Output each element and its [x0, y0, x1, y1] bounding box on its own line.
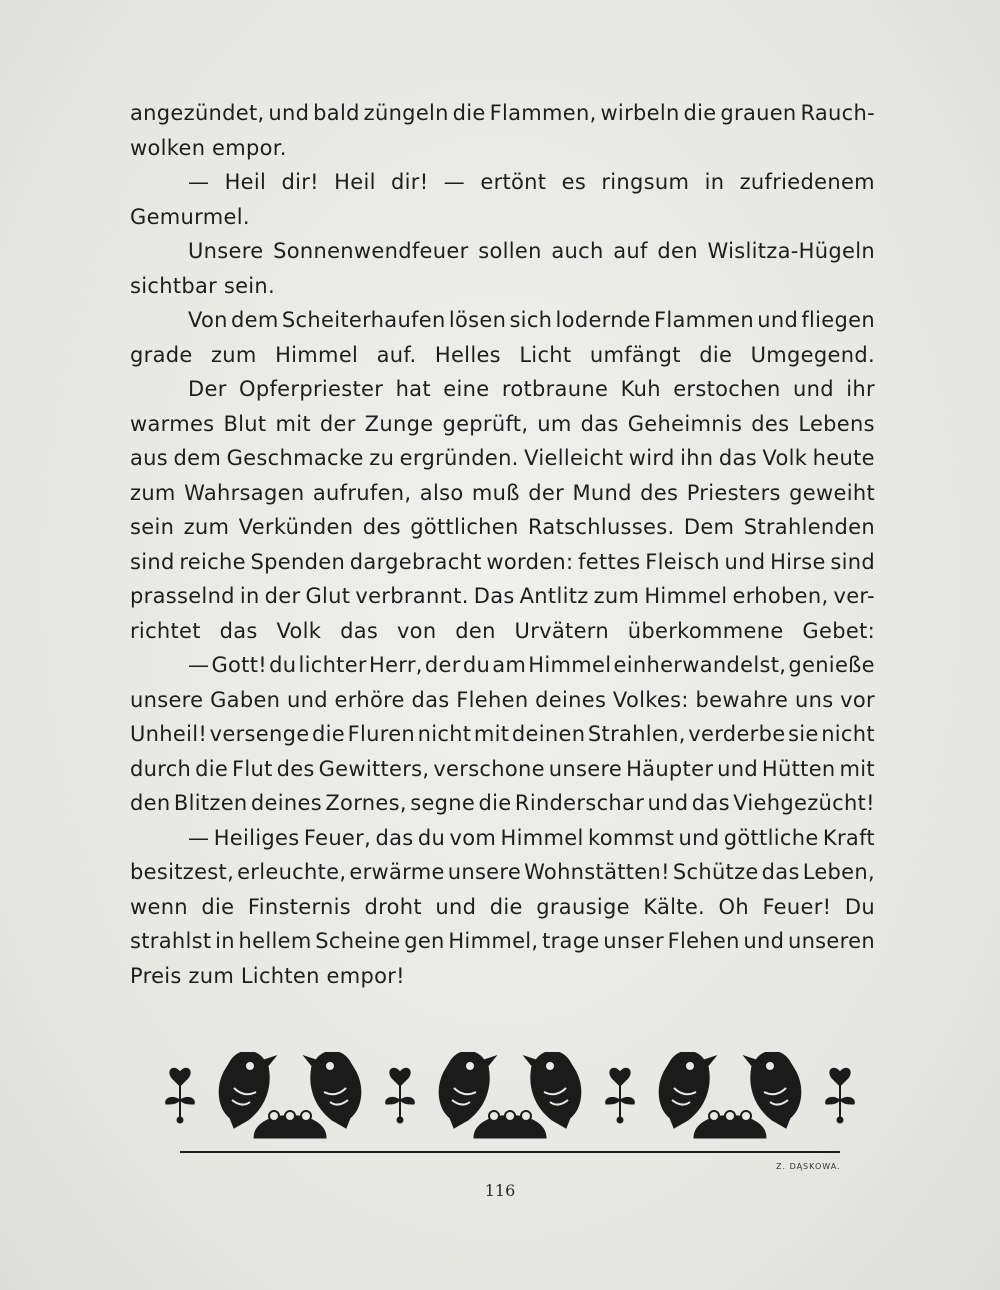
bird-eye — [466, 1062, 474, 1070]
word: dir! — [391, 170, 429, 194]
word: dem — [173, 446, 222, 470]
word: worden: — [486, 549, 574, 574]
word: Blut — [223, 411, 267, 436]
word: Herr, — [369, 653, 423, 677]
cluster-blossom — [505, 1111, 515, 1121]
word: Glut — [305, 584, 351, 608]
word: Lichten — [240, 963, 320, 988]
word: hat — [395, 377, 431, 401]
leaf-icon — [386, 1097, 400, 1104]
word: unsere — [130, 687, 204, 712]
heart-flower-icon — [830, 1068, 850, 1086]
word: genieße — [788, 653, 875, 677]
word: züngeln — [363, 101, 449, 125]
word: das — [691, 791, 730, 815]
word: kommst — [587, 825, 675, 850]
word: die — [312, 722, 346, 746]
word: das — [219, 618, 258, 643]
word: — — [188, 170, 210, 194]
cluster-blossom — [301, 1111, 311, 1121]
heart-flower-icon — [610, 1068, 630, 1086]
word: den — [657, 239, 698, 263]
cluster-blossom — [741, 1111, 751, 1121]
text-line — [130, 476, 875, 511]
text-line — [130, 924, 875, 959]
word: Licht — [519, 342, 572, 367]
word: erhoben, — [732, 584, 829, 608]
word: und — [268, 101, 310, 125]
word: es — [561, 170, 587, 194]
word: die — [478, 791, 512, 815]
word: Gott! — [211, 653, 267, 677]
word: und — [743, 929, 785, 953]
bird-eye — [546, 1062, 554, 1070]
word: angezündet, — [130, 101, 265, 125]
cluster-blossom — [269, 1111, 279, 1121]
word: Flut — [231, 756, 273, 781]
word: um — [537, 411, 572, 436]
cluster-blossom — [709, 1111, 719, 1121]
word: du — [462, 653, 491, 677]
word: zufriedenem — [739, 170, 875, 194]
cluster-blossom — [285, 1111, 295, 1121]
word: lichter — [298, 653, 367, 677]
word: dir! — [281, 170, 319, 194]
word: Volkes: — [612, 687, 689, 712]
word: mit — [839, 756, 875, 781]
word: bewahre — [695, 687, 789, 712]
word: Heil — [334, 170, 376, 194]
word: und — [717, 756, 759, 781]
word: göttlichen — [410, 515, 519, 539]
word: zum — [210, 342, 257, 367]
word: sind — [130, 549, 175, 574]
word: göttliche — [723, 825, 819, 850]
word: Kuh — [620, 377, 661, 401]
word: gen — [404, 929, 445, 953]
word: erhöre — [334, 687, 405, 712]
word: erwärme — [349, 860, 445, 884]
word: Himmel — [275, 342, 359, 367]
text-line — [130, 579, 875, 614]
word: Zornes, — [325, 791, 407, 815]
word: deines — [535, 687, 607, 712]
word: Helles — [434, 342, 501, 367]
word: Verkünden — [238, 515, 354, 539]
word: mit — [473, 722, 510, 746]
text-line — [130, 96, 875, 131]
word: heute — [812, 446, 875, 470]
word: sein — [130, 515, 175, 539]
word: Vielleicht — [524, 446, 624, 470]
word: Scheine — [315, 929, 401, 953]
word: Flammen — [653, 308, 754, 332]
text-line — [130, 441, 875, 476]
word: Wislitza-Hügeln — [707, 239, 875, 263]
word: Oh — [718, 894, 749, 919]
word: geprüft, — [442, 411, 529, 436]
word: Von — [188, 308, 228, 332]
word: nicht — [821, 722, 875, 746]
word: sichtbar — [130, 273, 218, 298]
word: sein. — [223, 273, 276, 298]
word: Hütten — [761, 756, 836, 781]
word: Heil — [224, 170, 267, 194]
word: die — [452, 101, 486, 125]
word: in — [704, 170, 725, 194]
word: Geheimnis — [627, 411, 743, 436]
word: also — [419, 480, 464, 505]
flower-bud — [617, 1117, 623, 1123]
word: Rauch- — [800, 101, 875, 125]
word: und — [286, 687, 328, 712]
word: Lebens — [798, 411, 875, 436]
word: zu — [369, 446, 395, 470]
text-line — [130, 821, 875, 856]
text-line — [130, 338, 875, 373]
word: verderbe — [688, 722, 786, 746]
word: du — [269, 653, 297, 677]
body-text — [130, 96, 875, 993]
word: sind — [830, 549, 875, 574]
word: eine — [443, 377, 490, 401]
word: droht — [364, 894, 422, 919]
cluster-blossom — [725, 1111, 735, 1121]
text-line — [130, 614, 875, 649]
word: ihn — [680, 446, 714, 470]
text-line — [130, 510, 875, 545]
word: rotbraune — [501, 377, 609, 401]
page-number: 116 — [484, 1181, 516, 1200]
word: fettes — [578, 549, 641, 574]
word: ringsum — [601, 170, 690, 194]
word: das — [761, 860, 800, 884]
word: zum — [593, 584, 640, 608]
word: sollen — [478, 239, 542, 263]
text-line — [130, 648, 875, 683]
word: zum — [188, 963, 235, 988]
word: in — [239, 584, 260, 608]
word: der — [424, 653, 461, 677]
word: hellem — [238, 929, 312, 953]
word: des — [640, 480, 679, 505]
word: ertönt — [480, 170, 547, 194]
word: warmes — [130, 411, 215, 436]
word: bald — [313, 101, 360, 125]
leaf-icon — [620, 1097, 634, 1104]
heart-flower-icon — [390, 1068, 410, 1086]
word: Geschmacke — [226, 446, 364, 470]
flower-bud — [397, 1117, 403, 1123]
text-line — [130, 234, 875, 269]
word: Häupter — [626, 756, 714, 781]
text-line — [130, 683, 875, 718]
word: dem — [231, 308, 279, 332]
word: dargebracht — [349, 549, 482, 574]
word: Zunge — [364, 411, 434, 436]
text-line — [130, 407, 875, 442]
word: lösen — [448, 308, 507, 332]
word: Himmel — [644, 584, 728, 608]
word: Strahlen, — [587, 722, 686, 746]
bird-eye — [326, 1062, 334, 1070]
word: richtet — [130, 618, 201, 643]
word: Fleisch — [645, 549, 720, 574]
text-line — [130, 545, 875, 580]
word: das — [375, 825, 414, 850]
word: Gemurmel. — [130, 204, 250, 229]
word: segne — [410, 791, 476, 815]
word: — — [443, 170, 466, 194]
word: uns — [794, 687, 834, 712]
flower-bud — [177, 1117, 183, 1123]
bird-eye — [686, 1062, 694, 1070]
word: ihr — [846, 377, 875, 401]
word: die — [489, 894, 523, 919]
word: Wohnstätten! — [524, 860, 670, 884]
leaf-icon — [400, 1097, 414, 1104]
word: verschone — [433, 756, 545, 781]
word: vom — [449, 825, 497, 850]
word: grade — [130, 342, 193, 367]
word: auf — [613, 239, 648, 263]
word: empor. — [212, 135, 287, 160]
word: deinen — [511, 722, 586, 746]
word: Flehen — [456, 687, 529, 712]
word: Blitzen — [173, 791, 248, 815]
word: aufrufen, — [312, 480, 412, 505]
word: Unheil! — [130, 722, 208, 746]
word: in — [215, 929, 235, 953]
word: Flehen — [667, 929, 740, 953]
word: das — [718, 446, 757, 470]
word: nicht — [417, 722, 472, 746]
word: die — [683, 101, 717, 125]
word: Scheiterhaufen — [281, 308, 446, 332]
cluster-blossom — [521, 1111, 531, 1121]
word: versenge — [209, 722, 310, 746]
text-line — [130, 959, 875, 994]
word: wolken — [130, 135, 206, 160]
word: Volk — [762, 446, 808, 470]
heart-flower-icon — [170, 1068, 190, 1086]
text-line — [130, 752, 875, 787]
word: trage — [542, 929, 600, 953]
word: die — [195, 756, 229, 781]
word: Fluren — [347, 722, 416, 746]
word: prasselnd — [130, 584, 235, 608]
bird-eye — [246, 1062, 254, 1070]
word: erleuchte, — [237, 860, 347, 884]
word: wird — [628, 446, 675, 470]
leaf-icon — [826, 1097, 840, 1104]
text-line — [130, 269, 875, 304]
word: zum — [130, 480, 176, 505]
leaf-icon — [180, 1097, 194, 1104]
word: des — [751, 411, 790, 436]
word: geweiht — [789, 480, 875, 505]
text-line — [130, 890, 875, 925]
cluster-blossom — [489, 1111, 499, 1121]
word: du — [417, 825, 446, 850]
word: mit — [275, 411, 311, 436]
word: Heiliges — [213, 825, 300, 850]
word: Urvätern — [514, 618, 609, 643]
word: das — [340, 618, 379, 643]
word: erstochen — [673, 377, 781, 401]
word: die — [201, 894, 235, 919]
word: Rinderschar — [514, 791, 645, 815]
word: Feuer, — [303, 825, 372, 850]
word: und — [757, 308, 799, 332]
word: Spenden — [250, 549, 346, 574]
word: Wahrsagen — [184, 480, 305, 505]
word: Der — [188, 377, 227, 401]
word: Schütze — [672, 860, 759, 884]
word: und — [724, 549, 766, 574]
word: aus — [130, 446, 169, 470]
word: grausige — [536, 894, 630, 919]
word: Himmel, — [448, 929, 539, 953]
word: durch — [130, 756, 192, 781]
word: Gebet: — [802, 618, 875, 643]
word: fliegen — [801, 308, 875, 332]
word: Himmel — [500, 825, 584, 850]
word: überkommene — [627, 618, 784, 643]
word: den — [130, 791, 171, 815]
text-line — [130, 717, 875, 752]
word: einherwandelst, — [613, 653, 787, 677]
word: Umgegend. — [750, 342, 875, 367]
word: Sonnenwendfeuer — [273, 239, 469, 263]
flower-bud — [837, 1117, 843, 1123]
word: reiche — [179, 549, 246, 574]
word: strahlst — [130, 929, 212, 953]
word: ver- — [833, 584, 875, 608]
word: Feuer! — [762, 894, 832, 919]
word: den — [455, 618, 496, 643]
word: Dem — [683, 515, 735, 539]
artist-signature: Z. DĄSKOWA. — [776, 1162, 841, 1171]
word: von — [396, 618, 437, 643]
word: grauen — [720, 101, 797, 125]
word: Preis — [130, 963, 182, 988]
word: Viehgezücht! — [733, 791, 875, 815]
word: Du — [844, 894, 875, 919]
word: Leben, — [802, 860, 875, 884]
word: Opferpriester — [239, 377, 384, 401]
word: unseren — [787, 929, 875, 953]
word: umfängt — [589, 342, 681, 367]
bird-frieze-ornament — [160, 1052, 860, 1162]
word: der — [319, 411, 356, 436]
word: unsere — [447, 860, 522, 884]
word: wenn — [130, 894, 188, 919]
word: Gaben — [210, 687, 281, 712]
word: des — [362, 515, 401, 539]
word: unser — [603, 929, 664, 953]
word: Mund — [572, 480, 632, 505]
word: verbrannt. — [355, 584, 469, 608]
word: Unsere — [188, 239, 264, 263]
word: unsere — [548, 756, 623, 781]
text-line — [130, 372, 875, 407]
text-line — [130, 131, 875, 166]
text-line — [130, 165, 875, 200]
word: der — [264, 584, 301, 608]
word: und — [678, 825, 720, 850]
leaf-icon — [166, 1097, 180, 1104]
word: Ratschlusses. — [527, 515, 675, 539]
word: zum — [183, 515, 230, 539]
word: wirbeln — [600, 101, 680, 125]
word: — — [188, 653, 210, 677]
word: auf. — [376, 342, 417, 367]
word: das — [411, 687, 450, 712]
text-line — [130, 303, 875, 338]
word: vor — [840, 687, 875, 712]
word: das — [580, 411, 619, 436]
word: ergründen. — [399, 446, 519, 470]
text-line — [130, 786, 875, 821]
text-line — [130, 855, 875, 890]
word: Finsternis — [247, 894, 352, 919]
word: deines — [250, 791, 322, 815]
word: lodernde — [555, 308, 651, 332]
word: — — [188, 825, 210, 850]
word: der — [528, 480, 565, 505]
word: Hirse — [770, 549, 826, 574]
word: und — [435, 894, 477, 919]
leaf-icon — [606, 1097, 620, 1104]
word: sie — [788, 722, 819, 746]
word: und — [792, 377, 834, 401]
word: Flammen, — [489, 101, 597, 125]
word: Volk — [276, 618, 322, 643]
word: Gewitters, — [318, 756, 430, 781]
word: auch — [551, 239, 604, 263]
text-line — [130, 200, 875, 235]
word: sich — [509, 308, 553, 332]
word: des — [276, 756, 315, 781]
word: Priesters — [686, 480, 781, 505]
word: Strahlenden — [743, 515, 875, 539]
leaf-icon — [840, 1097, 854, 1104]
word: Das — [473, 584, 515, 608]
word: Himmel — [528, 653, 612, 677]
word: empor! — [326, 963, 405, 988]
bird-eye — [766, 1062, 774, 1070]
word: am — [492, 653, 527, 677]
word: besitzest, — [130, 860, 235, 884]
word: muß — [471, 480, 520, 505]
word: Kraft — [822, 825, 875, 850]
word: Kälte. — [643, 894, 706, 919]
word: die — [699, 342, 733, 367]
word: Antlitz — [519, 584, 589, 608]
word: und — [647, 791, 689, 815]
